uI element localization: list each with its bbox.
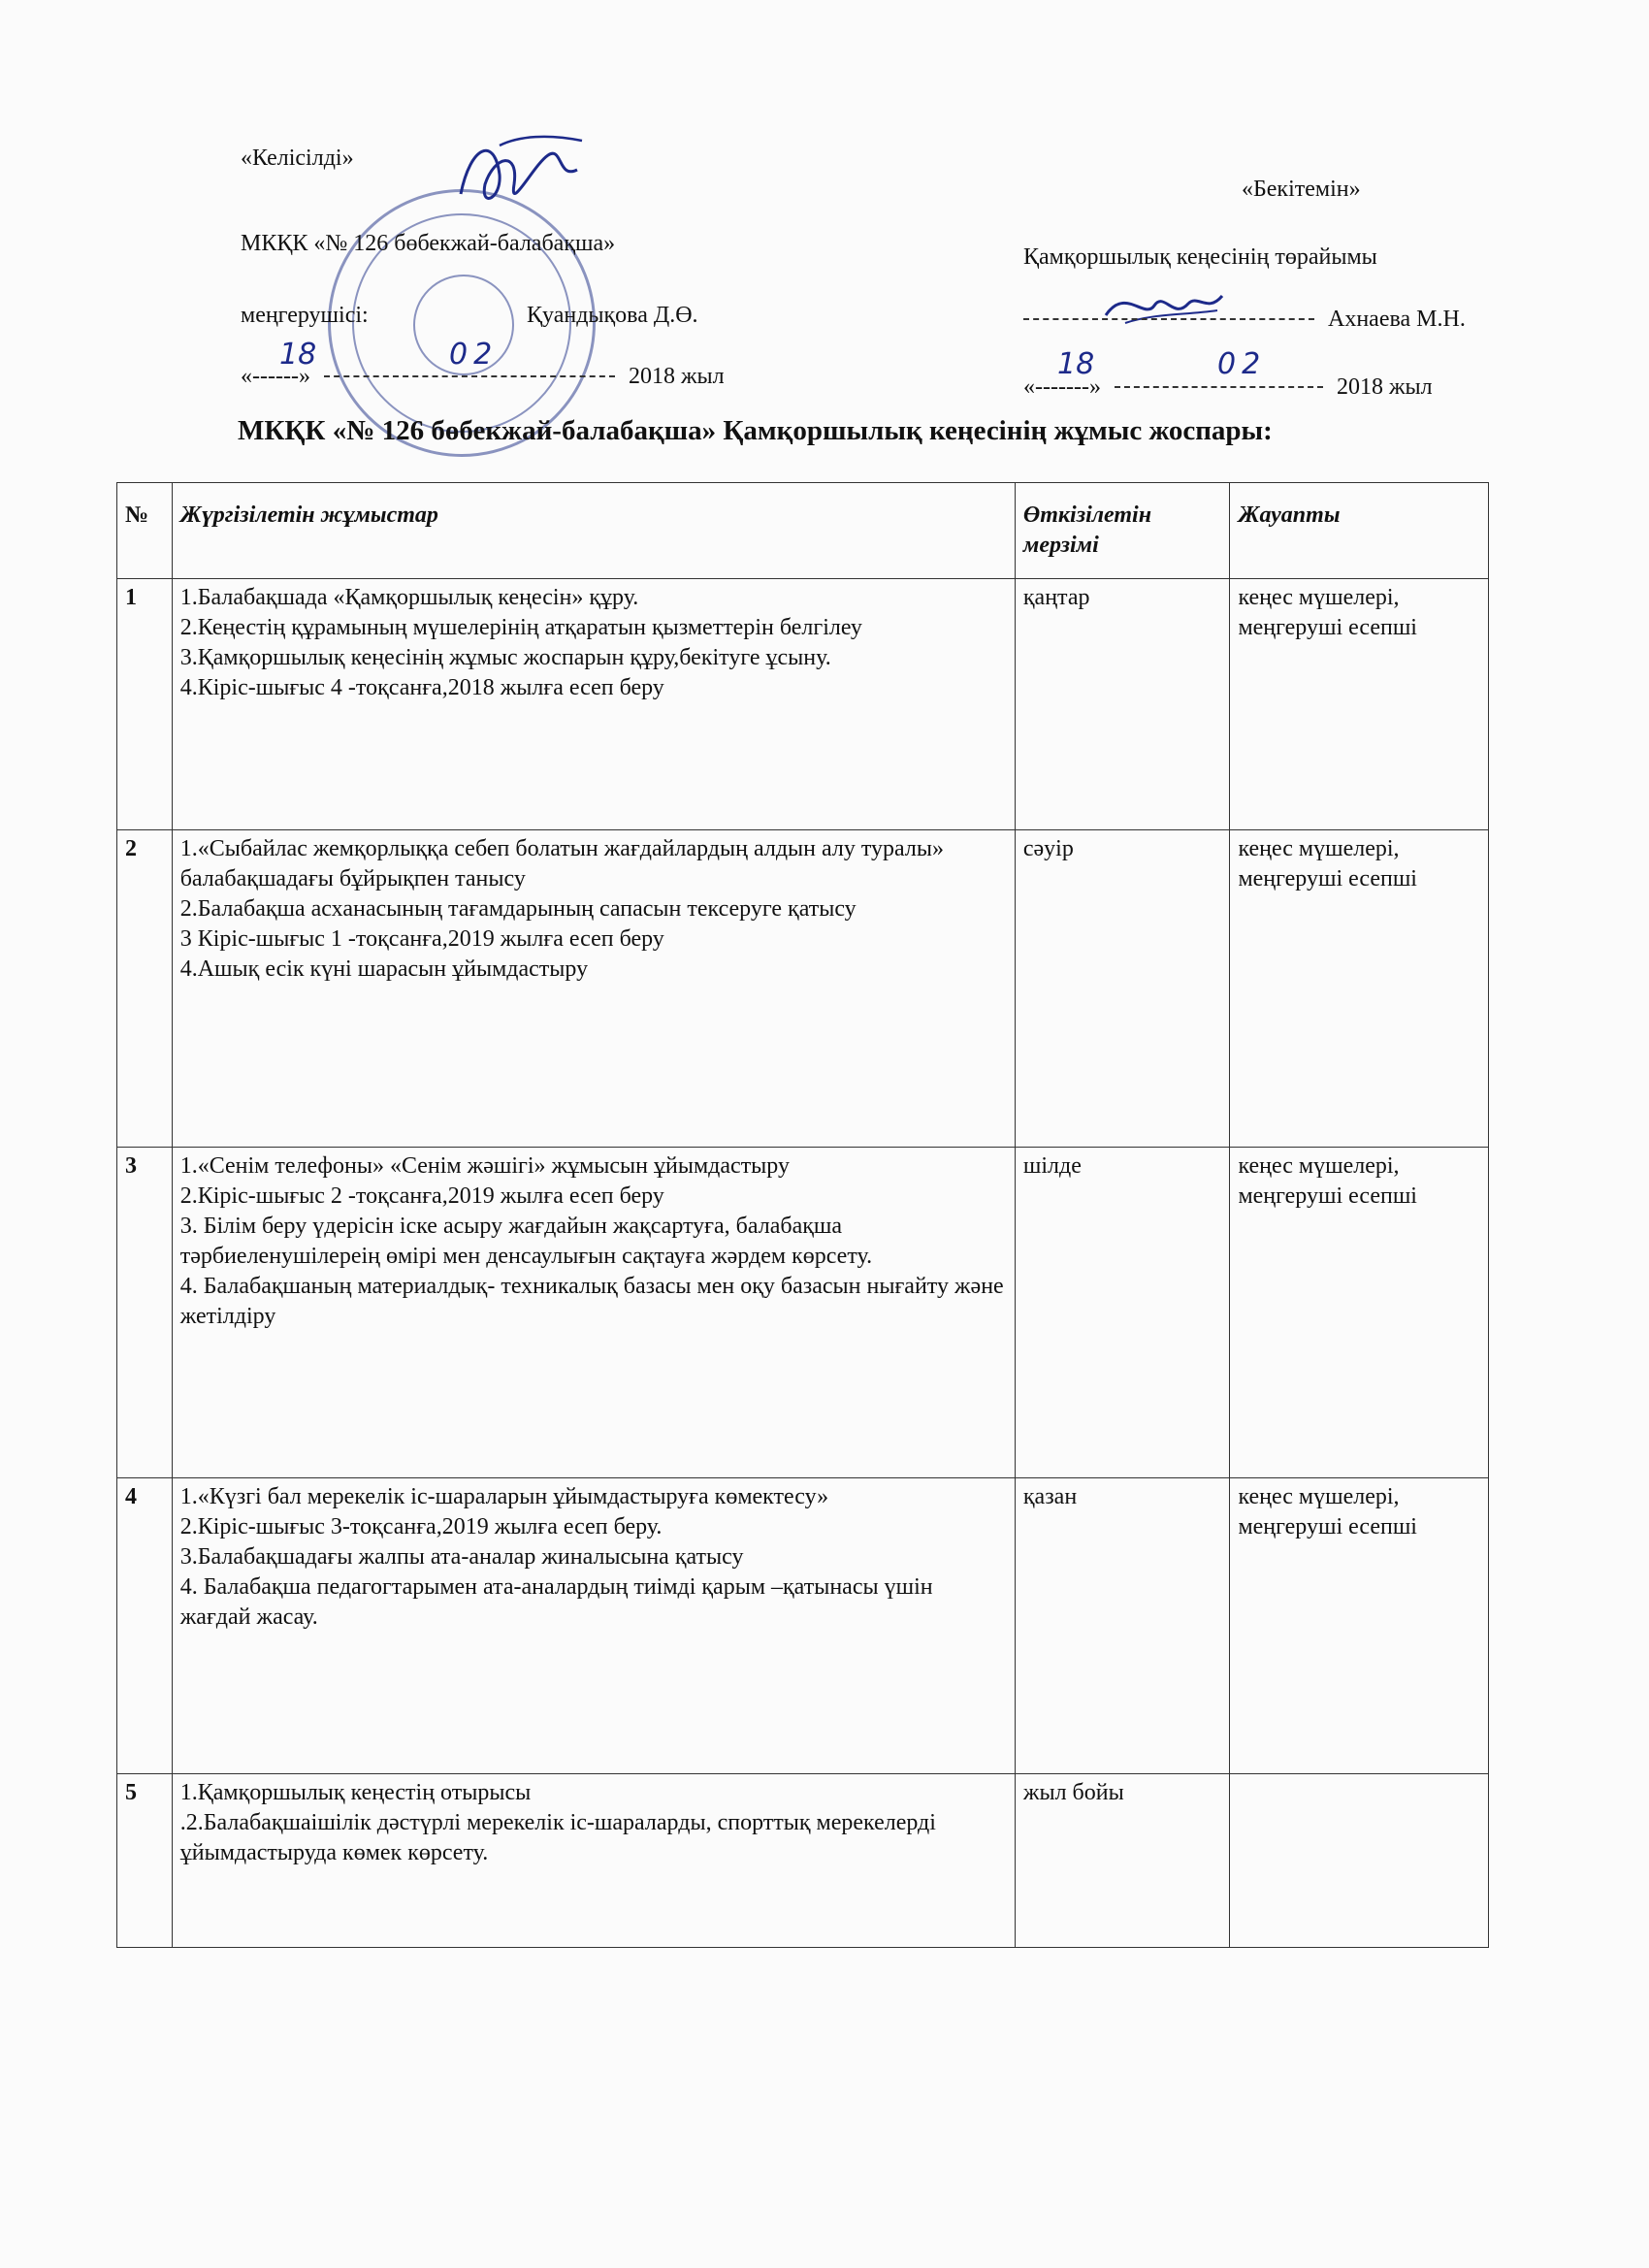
- org-name: МКҚК «№ 126 бөбекжай-балабақша»: [241, 231, 616, 256]
- signature-left: [441, 126, 597, 233]
- task-item: 1.Балабақшада «Қамқоршылық кеңесін» құру.: [179, 585, 639, 610]
- date-day-prefix: «-------»: [1023, 374, 1101, 400]
- head-role: меңгерушісі:: [241, 303, 369, 328]
- chair-sign-line: [1023, 307, 1466, 333]
- task-item: 2.Кеңестің құрамының мүшелерінің атқаратын қызметтерін белгілеу: [179, 615, 862, 640]
- task-item: 2.Кіріс-шығыс 3-тоқсанға,2019 жылға есеп беру.: [179, 1514, 663, 1539]
- table-row: [117, 579, 1489, 830]
- row-term: сәуір: [1015, 830, 1230, 1148]
- row-tasks: [172, 1148, 1015, 1478]
- table-row: [117, 1774, 1489, 1948]
- row-term: қаңтар: [1015, 579, 1230, 830]
- table-header-row: [117, 483, 1489, 579]
- task-item: 1.Қамқоршылық кеңестің отырысы: [179, 1780, 532, 1805]
- row-number: 2: [117, 830, 173, 1148]
- task-item: 4.Ашық есік күні шарасын ұйымдастыру: [179, 956, 589, 982]
- document-title: МКҚК «№ 126 бөбекжай-балабақша» Қамқоршылық кеңесінің жұмыс жоспары:: [238, 415, 1273, 446]
- header-responsible: Жауапты: [1230, 483, 1489, 579]
- handwritten-month: 02: [1217, 347, 1267, 381]
- task-item: 2.Балабақша асханасының тағамдарының сапасын тексеруге қатысу: [179, 896, 857, 922]
- row-responsible: кеңес мүшелері, меңгеруші есепші: [1230, 1148, 1489, 1478]
- row-number: 3: [117, 1148, 173, 1478]
- chair-role: Қамқоршылық кеңесінің төрайымы: [1023, 244, 1377, 270]
- task-item: 2.Кіріс-шығыс 2 -тоқсанға,2019 жылға есеп беру: [179, 1183, 664, 1209]
- approve-label: «Бекітемін»: [1242, 177, 1361, 202]
- table-row: [117, 1148, 1489, 1478]
- handwritten-month: 02: [449, 338, 499, 372]
- row-number: 4: [117, 1478, 173, 1774]
- date-year: 2018 жыл: [1336, 374, 1433, 400]
- handwritten-day: 18: [279, 338, 317, 372]
- task-item: 1.«Сенім телефоны» «Сенім жәшігі» жұмысын ұйымдастыру: [179, 1153, 790, 1179]
- row-responsible: кеңес мүшелері, меңгеруші есепші: [1230, 830, 1489, 1148]
- header-term: Өткізілетін мерзімі: [1015, 483, 1230, 579]
- date-fill-line: [324, 375, 615, 377]
- row-tasks: [172, 1774, 1015, 1948]
- row-tasks: [172, 1478, 1015, 1774]
- task-item: 3.Қамқоршылық кеңесінің жұмыс жоспарын құру,бекітуге ұсыну.: [179, 645, 831, 670]
- handwritten-day: 18: [1057, 347, 1095, 381]
- row-number: 1: [117, 579, 173, 830]
- work-plan-table: [116, 482, 1489, 1948]
- task-item: 3.Балабақшадағы жалпы ата-аналар жиналысына қатысу: [179, 1544, 744, 1570]
- row-number: 5: [117, 1774, 173, 1948]
- head-name: Қуандықова Д.Ө.: [527, 303, 698, 328]
- row-responsible: [1230, 1774, 1489, 1948]
- task-item: 1.«Сыбайлас жемқорлыққа себеп болатын жағдайлардың алдын алу туралы» балабақшадағы бұйрықпен танысу: [179, 836, 944, 891]
- header-tasks: Жүргізілетін жұмыстар: [172, 483, 1015, 579]
- row-term: жыл бойы: [1015, 1774, 1230, 1948]
- task-item: .2.Балабақшаішілік дәстүрлі мерекелік іс-шараларды, спорттық мерекелерді ұйымдастыруда көмек көрсету.: [179, 1810, 936, 1865]
- row-term: қазан: [1015, 1478, 1230, 1774]
- header-number: №: [117, 483, 173, 579]
- task-item: 4. Балабақша педагогтарымен ата-аналардың тиімді қарым –қатынасы үшін жағдай жасау.: [179, 1574, 933, 1630]
- table-row: [117, 1478, 1489, 1774]
- task-item: 4.Кіріс-шығыс 4 -тоқсанға,2018 жылға есеп беру: [179, 675, 664, 700]
- chair-name: Ахнаева М.Н.: [1328, 307, 1466, 332]
- row-responsible: кеңес мүшелері, меңгеруші есепші: [1230, 579, 1489, 830]
- row-tasks: [172, 830, 1015, 1148]
- date-day-prefix: «------»: [241, 364, 310, 389]
- task-item: 3 Кіріс-шығыс 1 -тоқсанға,2019 жылға есеп беру: [179, 926, 664, 952]
- date-year: 2018 жыл: [628, 364, 725, 389]
- row-tasks: [172, 579, 1015, 830]
- task-item: 4. Балабақшаның материалдық- техникалық базасы мен оқу базасын нығайту және жетілдіру: [179, 1274, 1004, 1329]
- task-item: 3. Білім беру үдерісін іске асыру жағдайын жақсартуға, балабақша тәрбиеленушілереің өмірі мен денсаулығын сақтауға жәрдем көрсету.: [179, 1214, 873, 1269]
- agreed-label: «Келісілді»: [241, 146, 354, 171]
- table-row: [117, 830, 1489, 1148]
- row-responsible: кеңес мүшелері, меңгеруші есепші: [1230, 1478, 1489, 1774]
- row-term: шілде: [1015, 1148, 1230, 1478]
- task-item: 1.«Күзгі бал мерекелік іс-шараларын ұйымдастыруға көмектесу»: [179, 1484, 829, 1509]
